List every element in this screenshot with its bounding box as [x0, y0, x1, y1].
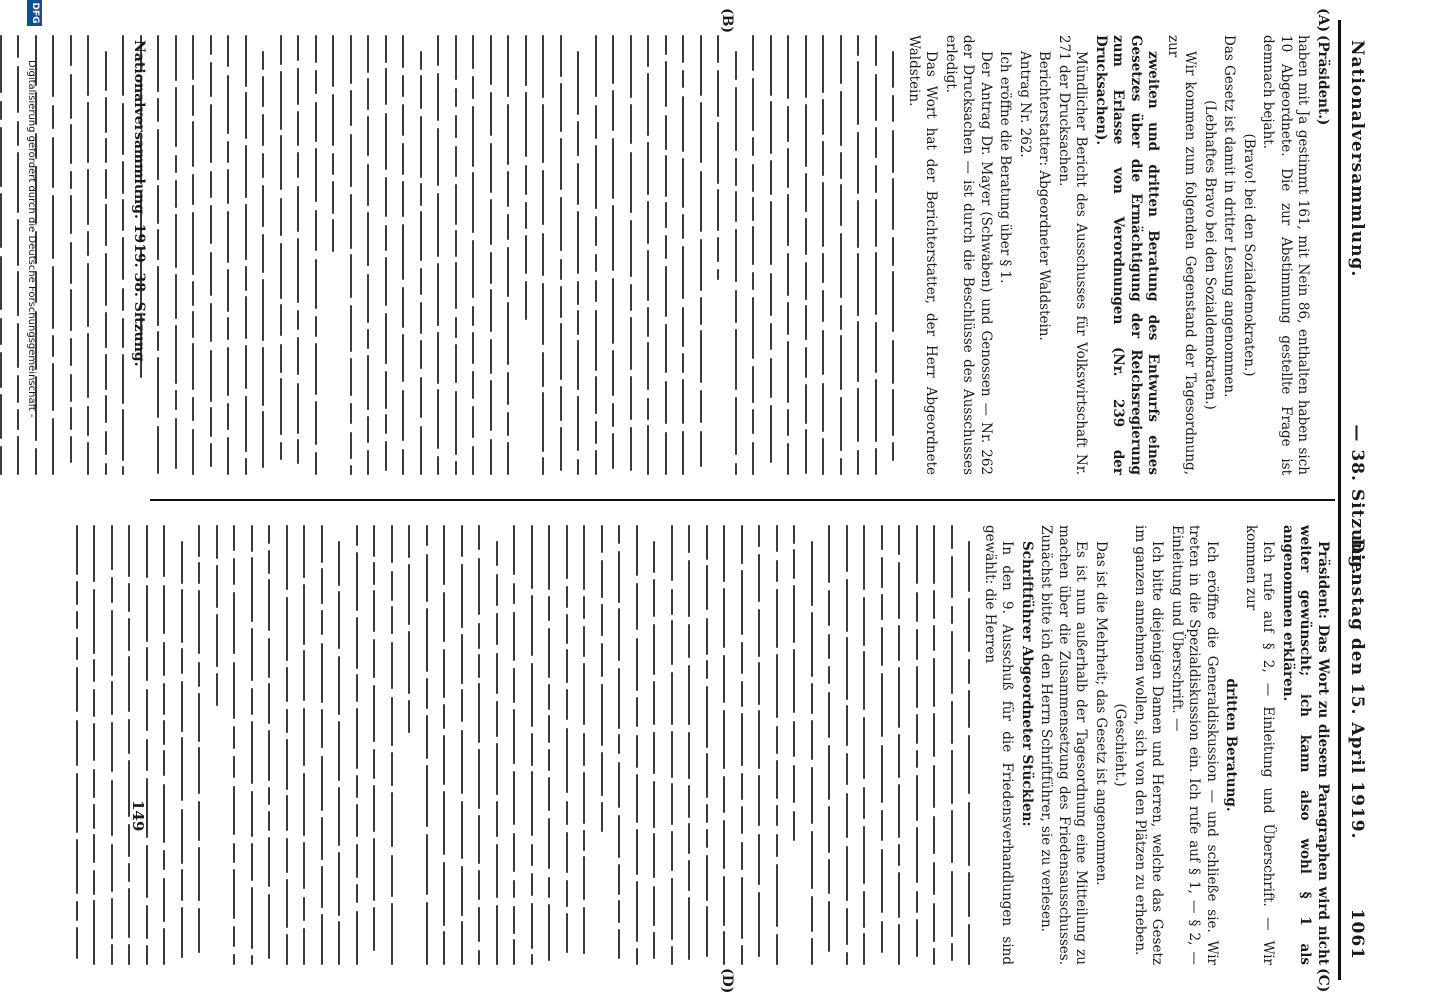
left-column-paragraph: Das Wort hat der Berichterstatter, der Herr Abgeordnete Waldstein.: [906, 35, 940, 475]
left-column-paragraph: Antrag Nr. 262.: [1017, 51, 1033, 158]
left-column-text-line: [343, 35, 361, 475]
left-column-text-line: [185, 35, 203, 475]
right-column-paragraph: Schriftführer Abgeordneter Stücklen:: [1019, 541, 1035, 827]
right-column-text-line: [454, 525, 472, 965]
left-column-text-line: [413, 35, 431, 475]
right-column-text-line: [629, 525, 647, 965]
right-column-text-line: [909, 525, 927, 965]
right-column-text-line: [961, 525, 979, 965]
right-column-paragraph: Ich bitte diejenigen Damen und Herren, welche das Gesetz im ganzen annehmen wollen, sich von den Plätzen zu erheben.: [1132, 525, 1166, 965]
left-column-text-line: [483, 35, 501, 475]
right-column-text-line: [174, 525, 192, 965]
right-column-text-line: [769, 525, 787, 965]
left-column-text-line: [150, 35, 168, 475]
left-column-text-line: [675, 35, 693, 475]
left-column-text-line: [500, 35, 518, 475]
left-column-text-line: [273, 35, 291, 475]
right-column-text-line: [419, 525, 437, 965]
right-column-text-line: [279, 525, 297, 965]
right-column-text-line: [891, 525, 909, 965]
column-divider: [150, 499, 1335, 501]
page-header: [1337, 0, 1367, 1000]
header-left: Nationalversammlung.: [1347, 40, 1367, 278]
left-column-paragraph: Wir kommen zum folgenden Gegenstand der Tagesordnung, zur: [1165, 35, 1199, 475]
left-column-text-line: [80, 35, 98, 475]
right-column-text-line: [874, 525, 892, 965]
right-column-paragraph: (Geschieht.): [1112, 703, 1129, 787]
left-column-text-line: [885, 35, 903, 475]
margin-mark-d: (D): [719, 968, 735, 994]
right-column-paragraph: dritten Beratung.: [1223, 678, 1240, 812]
left-column-text-line: [448, 35, 466, 475]
left-column-text-line: [115, 35, 133, 475]
header-right: [1347, 538, 1367, 960]
right-column-text-line: [331, 525, 349, 965]
left-column-text-line: [255, 35, 273, 475]
left-column-text-line: [45, 35, 63, 475]
left-column-text-line: [798, 35, 816, 475]
right-column-paragraph: Es ist nun außerhalb der Tagesordnung eine Mitteilung zu machen über die Zusammensetzung des Friedensausschusses. Zunächst bitte ich den Herrn Schriftführer, sie zu verlesen.: [1038, 525, 1090, 965]
left-column-text-line: [588, 35, 606, 475]
dfg-logo: DFG: [27, 0, 42, 26]
margin-mark-c: (C): [1315, 968, 1331, 993]
right-column-text-line: [191, 525, 209, 965]
left-column-paragraph: Der Antrag Dr. Mayer (Schwaben) und Genossen — Nr. 262 der Drucksachen — ist durch die Beschlüsse des Ausschusses erledigt.: [943, 35, 994, 475]
left-column-text-line: [378, 35, 396, 475]
right-column-text-line: [401, 525, 419, 965]
right-column-text-line: [139, 525, 157, 965]
left-column-paragraph: haben mit Ja gestimmt 161, mit Nein 86, enthalten haben sich 10 Abgeordnete. Die zur Abstimmung gestellte Frage ist demnach bejaht.: [1260, 35, 1312, 475]
left-column-text-line: [710, 35, 728, 475]
left-column-text-line: [203, 35, 221, 475]
right-column-text-line: [594, 525, 612, 965]
right-column-text-line: [489, 525, 507, 965]
left-column-text-line: [325, 35, 343, 475]
right-column-text-line: [506, 525, 524, 965]
left-column-text-line: [658, 35, 676, 475]
left-column-text-line: [605, 35, 623, 475]
left-column-text-line: [63, 35, 81, 475]
right-column-text-line: [471, 525, 489, 965]
left-column-text-line: [745, 35, 763, 475]
right-column-text-line: [611, 525, 629, 965]
left-column-paragraph: (Bravo! bei den Sozialdemokraten.): [1241, 133, 1257, 377]
header-rule: [1338, 20, 1341, 980]
margin-mark-a: (A): [1315, 8, 1331, 33]
right-column-paragraph: Ich rufe auf § 2, — Einleitung und Überschrift. — Wir kommen zur: [1243, 525, 1277, 965]
right-column-text-line: [209, 525, 227, 965]
right-column-text-line: [681, 525, 699, 965]
right-column-text-line: [104, 525, 122, 965]
left-column-text-line: [290, 35, 308, 475]
right-column-text-line: [576, 525, 594, 965]
right-column-text-line: [314, 525, 332, 965]
right-column-text-line: [856, 525, 874, 965]
left-column-text-line: [220, 35, 238, 475]
right-column-text-line: [751, 525, 769, 965]
right-column-text-line: [699, 525, 717, 965]
right-column-text-line: [559, 525, 577, 965]
right-column-text-line: [69, 525, 87, 965]
left-column-text-line: [850, 35, 868, 475]
left-column-text-line: [570, 35, 588, 475]
left-column-text-line: [308, 35, 326, 475]
header-center: — 38. Sitzung.: [1347, 424, 1367, 576]
right-column-text-line: [296, 525, 314, 965]
right-column-text-line: [786, 525, 804, 965]
left-column-paragraph: (Präsident.): [1315, 35, 1331, 126]
left-column-text-line: [868, 35, 886, 475]
left-column-paragraph: zweiten und dritten Beratung des Entwurfs eines Gesetzes über die Ermächtigung der Reichsregierung zum Erlasse von Verordnungen (Nr. 239 der Drucksachen).: [1093, 35, 1162, 475]
left-column-text-line: [238, 35, 256, 475]
right-column-text-line: [541, 525, 559, 965]
left-column-text-line: [465, 35, 483, 475]
left-column-text-line: [693, 35, 711, 475]
right-column: [69, 525, 1332, 965]
left-column-text-line: [640, 35, 658, 475]
left-column-text-line: [518, 35, 536, 475]
right-column-text-line: [121, 525, 139, 965]
left-column-text-line: [168, 35, 186, 475]
right-column-text-line: [734, 525, 752, 965]
header-date: Dienstag den 15. April 1919.: [1347, 538, 1367, 840]
left-column-text-line: [728, 35, 746, 475]
right-column-text-line: [366, 525, 384, 965]
right-column-text-line: [261, 525, 279, 965]
right-column-text-line: [524, 525, 542, 965]
left-column-paragraph: Das Gesetz ist damit in dritter Lesung angenommen.: [1221, 35, 1238, 398]
right-column-text-line: [226, 525, 244, 965]
footer-page-number: 149: [129, 800, 147, 832]
right-column-paragraph: Das ist die Mehrheit; das Gesetz ist angenommen.: [1093, 541, 1109, 886]
left-column-text-line: [553, 35, 571, 475]
right-column-text-line: [716, 525, 734, 965]
left-column-text-line: [10, 35, 28, 475]
left-column: [0, 35, 1331, 475]
digitization-credit: Digitalisierung gefördert durch die Deutsche Forschungsgemeinschaft -: [26, 60, 37, 418]
right-column-paragraph: Präsident: Das Wort zu diesem Paragraphen wird nicht weiter gewünscht; ich kann also wohl § 1 als angenommen erklären.: [1280, 525, 1331, 965]
left-column-paragraph: Mündlicher Bericht des Ausschusses für Volkswirtschaft Nr. 271 der Drucksachen.: [1056, 35, 1090, 475]
left-column-text-line: [535, 35, 553, 475]
left-column-text-line: [815, 35, 833, 475]
right-column-text-line: [664, 525, 682, 965]
left-column-text-line: [98, 35, 116, 475]
left-column-paragraph: Ich eröffne die Beratung über § 1.: [997, 51, 1014, 284]
right-column-text-line: [436, 525, 454, 965]
right-column-text-line: [646, 525, 664, 965]
right-column-text-line: [839, 525, 857, 965]
right-column-text-line: [244, 525, 262, 965]
right-column-paragraph: Ich eröffne die Generaldiskussion — und schließe sie. Wir treten in die Spezialdiskussion ein. Ich rufe auf § 1, — § 2, — Einleitung und Überschrift. —: [1169, 525, 1220, 965]
right-column-text-line: [804, 525, 822, 965]
left-column-paragraph: Berichterstatter: Abgeordneter Waldstein.: [1036, 51, 1053, 341]
right-column-text-line: [944, 525, 962, 965]
margin-mark-b: (B): [719, 8, 735, 34]
left-column-text-line: [360, 35, 378, 475]
left-column-text-line: [833, 35, 851, 475]
left-column-text-line: [395, 35, 413, 475]
right-column-paragraph: In den 9. Ausschuß für die Friedensverhandlungen sind gewählt: die Herren: [982, 525, 1016, 965]
left-column-text-line: [623, 35, 641, 475]
header-page-number: 1061: [1347, 908, 1367, 960]
left-column-text-line: [430, 35, 448, 475]
right-column-text-line: [926, 525, 944, 965]
right-column-text-line: [349, 525, 367, 965]
scanned-page: [25, 0, 1375, 1000]
left-column-text-line: [0, 35, 10, 475]
left-column-text-line: [763, 35, 781, 475]
right-column-text-line: [821, 525, 839, 965]
right-column-text-line: [86, 525, 104, 965]
right-column-text-line: [384, 525, 402, 965]
left-column-text-line: [780, 35, 798, 475]
footer-session: Nationalversammlung. 1919. 38. Sitzung.: [131, 40, 147, 367]
left-column-paragraph: (Lebhaftes Bravo bei den Sozialdemokraten.): [1202, 100, 1218, 410]
right-column-text-line: [156, 525, 174, 965]
